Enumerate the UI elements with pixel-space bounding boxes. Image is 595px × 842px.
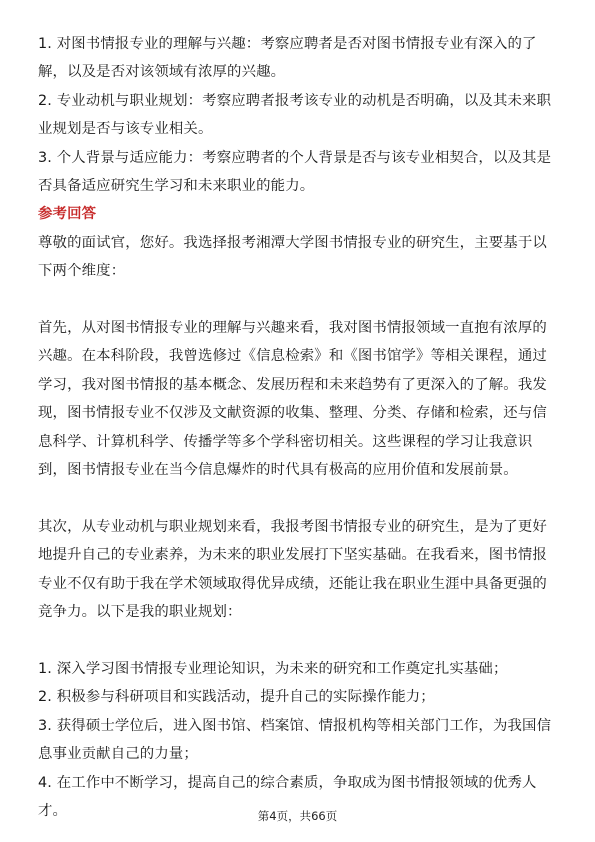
answer-paragraph-interest: 首先，从对图书情报专业的理解与兴趣来看，我对图书情报领域一直抱有浓厚的兴趣。在本科阶段，我曾选修过《信息检索》和《图书馆学》等相关课程，通过学习，我对图书情报的基本概念、发展历程和未来趋势有了更深入的了解。我发现，图书情报专业不仅涉及文献资源的收集、整理、分类、存储和检索，还与信息科学、计算机科学、传播学等多个学科密切相关。这些课程的学习让我意识到，图书情报专业在当今信息爆炸的时代具有极高的应用价值和发展前景。 <box>38 320 547 479</box>
page-number: 第4页，共66页 <box>257 809 338 823</box>
answer-intro: 尊敬的面试官，您好。我选择报考湘潭大学图书情报专业的研究生，主要基于以下两个维度： <box>38 234 547 280</box>
career-plan-item-1: 1. 深入学习图书情报专业理论知识，为未来的研究和工作奠定扎实基础； <box>38 660 508 677</box>
paragraph-gap <box>38 286 560 314</box>
career-plan-item-3: 3. 获得硕士学位后，进入图书馆、档案馆、情报机构等相关部门工作，为我国信息事业贡献自己的力量； <box>38 717 552 763</box>
document-body <box>38 30 560 825</box>
paragraph-gap <box>38 627 560 655</box>
consideration-item-2: 2. 专业动机与职业规划：考察应聘者报考该专业的动机是否明确，以及其未来职业规划是否与该专业相关。 <box>38 92 552 138</box>
consideration-item-1: 1. 对图书情报专业的理解与兴趣：考察应聘者是否对图书情报专业有深入的了解，以及是否对该领域有浓厚的兴趣。 <box>38 36 537 81</box>
paragraph-gap <box>38 484 560 512</box>
consideration-item-3: 3. 个人背景与适应能力：考察应聘者的个人背景是否与该专业相契合，以及其是否具备适应研究生学习和未来职业的能力。 <box>38 149 552 195</box>
career-plan-item-2: 2. 积极参与科研项目和实践活动，提升自己的实际操作能力； <box>38 689 435 706</box>
answer-paragraph-career: 其次，从专业动机与职业规划来看，我报考图书情报专业的研究生，是为了更好地提升自己的专业素养，为未来的职业发展打下坚实基础。在我看来，图书情报专业不仅有助于我在学术领域取得优异成绩，还能让我在职业生涯中具备更强的竞争力。以下是我的职业规划： <box>38 518 547 621</box>
career-plan-item-4: 4. 在工作中不断学习，提高自己的综合素质，争取成为图书情报领域的优秀人才。 <box>38 774 537 819</box>
answer-section-title: 参考回答 <box>38 206 97 223</box>
